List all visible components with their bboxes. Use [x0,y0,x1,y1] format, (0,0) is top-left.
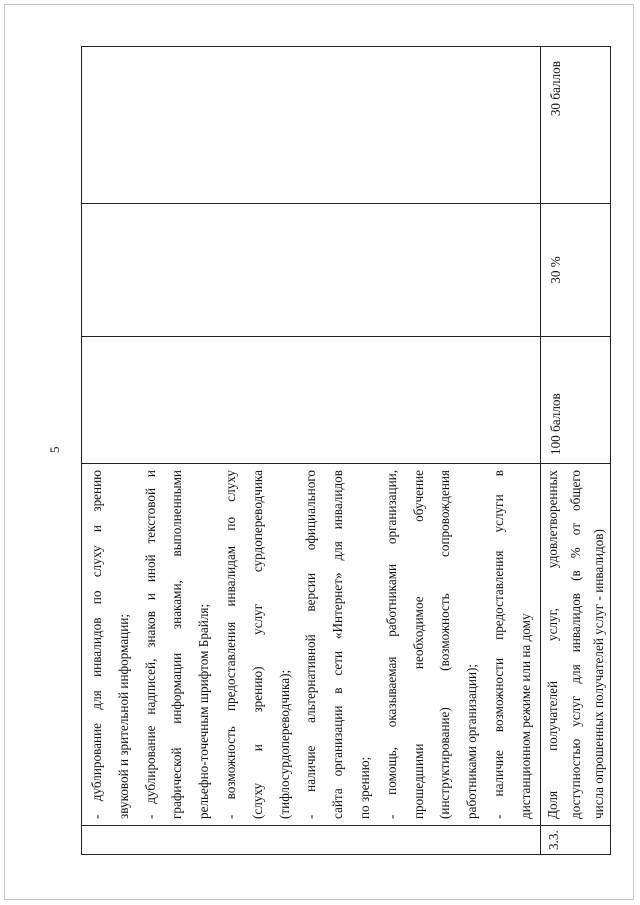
text-line: (тифлосурдопереводчика); [276,669,292,819]
cell-score [82,47,541,204]
text-line: (инструктирование) (возможность сопровождения [437,470,453,819]
text-line: сайта организации в сети «Интернет» для инвалидов [330,470,346,819]
text-line: графической информации знаками, выполненными [169,470,185,819]
criteria-table [81,46,611,855]
text-line: работниками организации); [464,663,480,819]
cell-max-points: 100 баллов [540,337,610,464]
text-line: рельефно-точечным шрифтом Брайля; [196,603,212,819]
text-line: - наличие альтернативной версии официального [303,470,319,819]
cell-percent: 30 % [540,204,610,337]
text-line: звуковой и зрительной информации; [115,613,131,819]
text-line: прошедшими необходимое обучение [410,470,426,819]
text-line: дистанционном режиме или на дому [517,613,533,819]
text-line: - дублирование для инвалидов по слуху и зрению [89,470,104,819]
table-row [82,47,541,855]
page-number: 5 [47,446,62,453]
table-row [540,47,610,855]
text-line: Доля получателей услуг, удовлетворенных [544,470,560,819]
cell-score: 30 баллов [540,47,610,204]
rotated-table-wrapper [81,50,606,855]
cell-percent [82,204,541,337]
text-line: - помощь, оказываемая работниками организации, [383,470,399,819]
document-page [4,4,634,900]
cell-criteria-text [540,464,610,826]
text-line: числа опрошенных получателей услуг - инвалидов) [590,529,606,819]
cell-criteria-text [82,464,541,826]
cell-max-points [82,337,541,464]
text-line: - наличие возможности предоставления услуги в [490,470,506,819]
text-line: (слуху и зрению) услуг сурдопереводчика [249,470,265,819]
cell-number: 3.3. [540,826,610,855]
text-line: доступностью услуг для инвалидов (в % от общего [567,470,583,819]
cell-number [82,826,541,855]
text-line: по зрению; [356,756,372,819]
text-line: - возможность предоставления инвалидам по слуху [222,470,238,819]
text-line: - дублирование надписей, знаков и иной текстовой и [142,470,158,819]
